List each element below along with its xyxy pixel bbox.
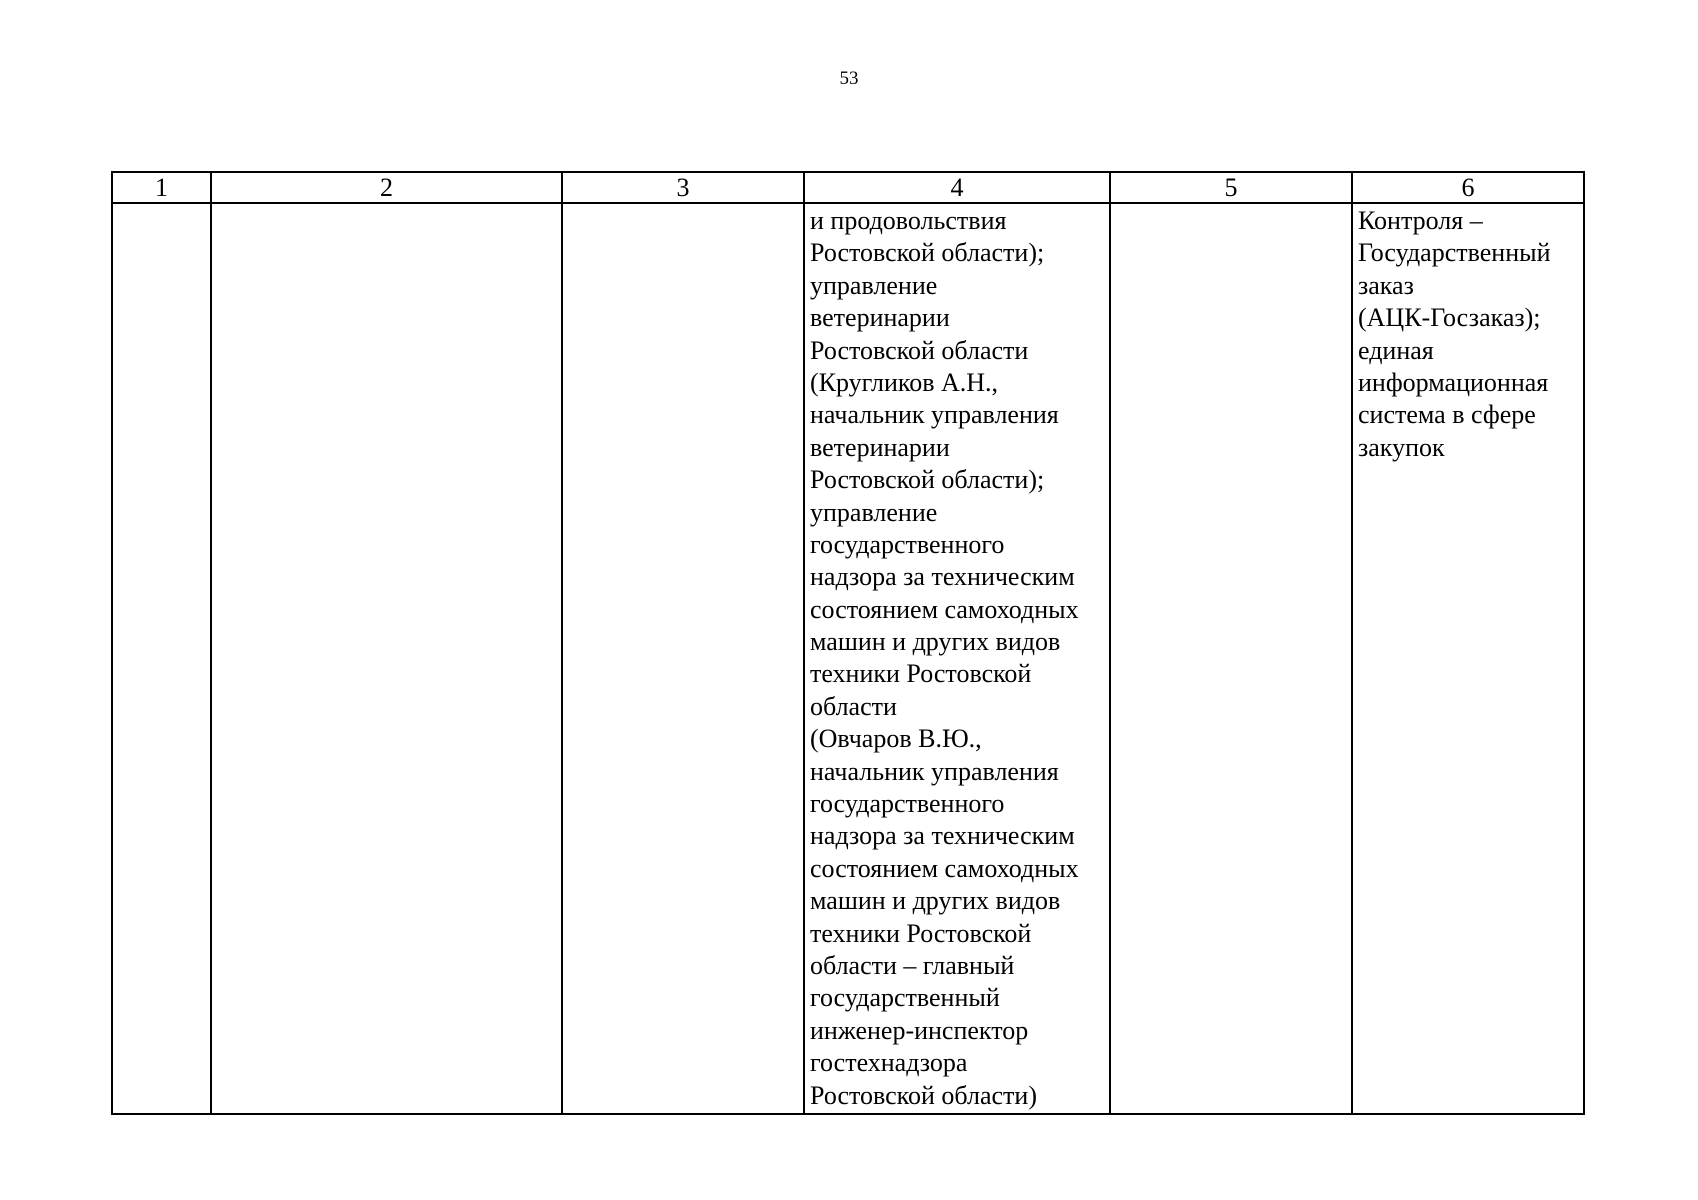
text-line: Ростовской области [810, 335, 1029, 365]
text-line: инженер-инспектор [810, 1015, 1029, 1045]
column-header-2: 2 [211, 172, 562, 203]
text-line: закупок [1358, 432, 1445, 462]
text-line: заказ [1358, 270, 1414, 300]
cell-col2 [211, 203, 562, 1114]
text-line: государственный [810, 983, 1000, 1013]
text-line: управление [810, 497, 938, 527]
cell-col1 [112, 203, 211, 1114]
text-line: гостехнадзора [810, 1048, 968, 1078]
text-line: Ростовской области) [810, 1080, 1037, 1110]
text-line: состоянием самоходных [810, 853, 1079, 883]
text-line: Контроля – [1358, 206, 1483, 235]
table-header-row [112, 172, 1584, 203]
column-header-1: 1 [112, 172, 211, 203]
text-line: ветеринарии [810, 432, 950, 462]
text-line: надзора за техническим [810, 821, 1075, 851]
text-line: области [810, 691, 897, 721]
page-number: 53 [839, 68, 859, 89]
text-line: государственного [810, 789, 1005, 819]
column-header-5: 5 [1110, 172, 1352, 203]
document-table [111, 171, 1585, 1115]
cell-col3 [562, 203, 804, 1114]
text-line: (Кругликов А.Н., [810, 367, 999, 397]
text-line: машин и других видов [810, 627, 1061, 657]
text-line: (Овчаров В.Ю., [810, 724, 982, 754]
cell-col5 [1110, 203, 1352, 1114]
column-header-3: 3 [562, 172, 804, 203]
column-header-6: 6 [1352, 172, 1584, 203]
cell-col6-systems [1352, 203, 1584, 1114]
text-line: начальник управления [810, 756, 1059, 786]
text-line: информационная [1358, 367, 1549, 397]
text-line: техники Ростовской [810, 659, 1032, 689]
text-line: Ростовской области); [810, 465, 1045, 495]
text-line: система в сфере [1358, 400, 1536, 430]
column-header-4: 4 [804, 172, 1110, 203]
text-line: государственного [810, 529, 1005, 559]
text-line: области – главный [810, 950, 1015, 980]
table-row [112, 203, 1584, 1114]
text-line: надзора за техническим [810, 562, 1075, 592]
text-line: и продовольствия [810, 206, 1007, 235]
text-line: единая [1358, 335, 1434, 365]
text-line: Государственный [1358, 238, 1551, 268]
text-line: начальник управления [810, 400, 1059, 430]
text-line: Ростовской области); [810, 238, 1045, 268]
text-line: машин и других видов [810, 886, 1061, 916]
text-line: состоянием самоходных [810, 594, 1079, 624]
text-line: ветеринарии [810, 303, 950, 333]
text-line: (АЦК-Госзаказ); [1358, 303, 1541, 333]
text-line: управление [810, 270, 938, 300]
text-line: техники Ростовской [810, 918, 1032, 948]
cell-col4-responsible [804, 203, 1110, 1114]
